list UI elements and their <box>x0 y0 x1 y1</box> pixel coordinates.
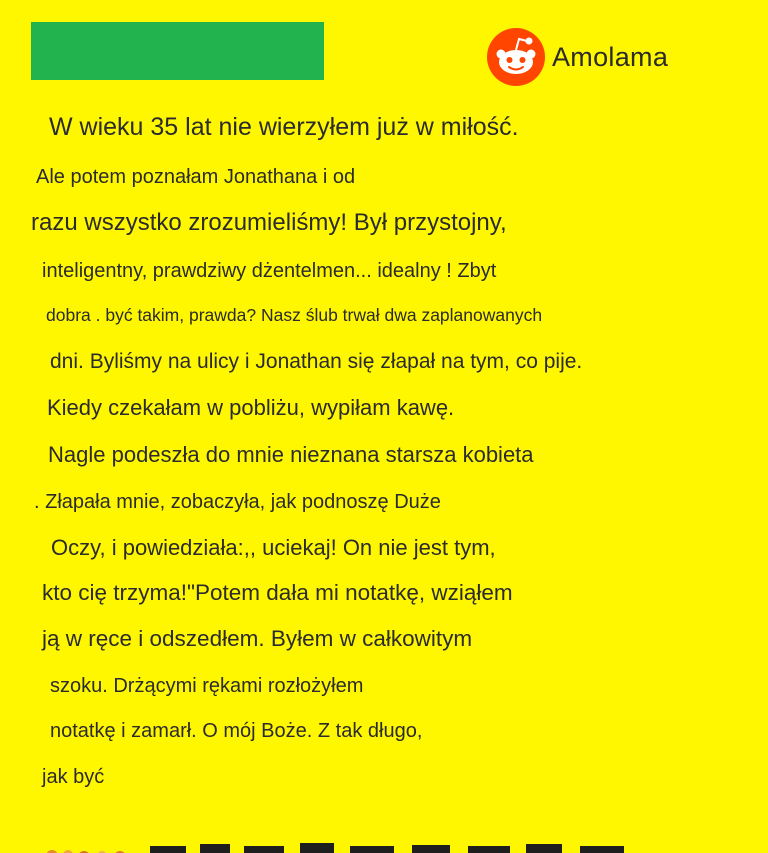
story-line: dni. Byliśmy na ulicy i Jonathan się złapał na tym, co pije. <box>50 350 583 373</box>
brand-header <box>486 28 668 86</box>
reddit-alien-icon <box>486 27 546 87</box>
story-line: dobra . być takim, prawda? Nasz ślub trwał dwa zaplanowanych <box>46 305 543 325</box>
story-line: razu wszystko zrozumieliśmy! Był przystojny, <box>31 209 507 236</box>
story-line: W wieku 35 lat nie wierzyłem już w miłość. <box>49 113 519 141</box>
story-line: Kiedy czekałam w pobliżu, wypiłam kawę. <box>47 395 455 420</box>
story-line: jak być <box>42 766 105 788</box>
story-line: ją w ręce i odszedłem. Byłem w całkowitym <box>42 626 473 651</box>
story-line: notatkę i zamarł. O mój Boże. Z tak długo, <box>50 720 423 742</box>
story-line: . Złapała mnie, zobaczyła, jak podnoszę Duże <box>34 491 441 513</box>
bottom-cropped-text <box>150 830 670 853</box>
green-banner <box>31 22 324 80</box>
story-line: kto cię trzyma!"Potem dała mi notatkę, wziąłem <box>42 580 513 605</box>
story-line: szoku. Drżącymi rękami rozłożyłem <box>50 675 364 697</box>
flower-decoration-icon <box>44 846 134 853</box>
story-line: Ale potem poznałam Jonathana i od <box>36 166 356 188</box>
story-line: Nagle podeszła do mnie nieznana starsza kobieta <box>48 442 534 467</box>
story-line: Oczy, i powiedziała:,, uciekaj! On nie jest tym, <box>51 535 496 560</box>
brand-name: Amolama <box>552 41 669 72</box>
story-line: inteligentny, prawdziwy dżentelmen... idealny ! Zbyt <box>42 260 497 282</box>
bottom-cutoff-strip <box>0 830 768 853</box>
